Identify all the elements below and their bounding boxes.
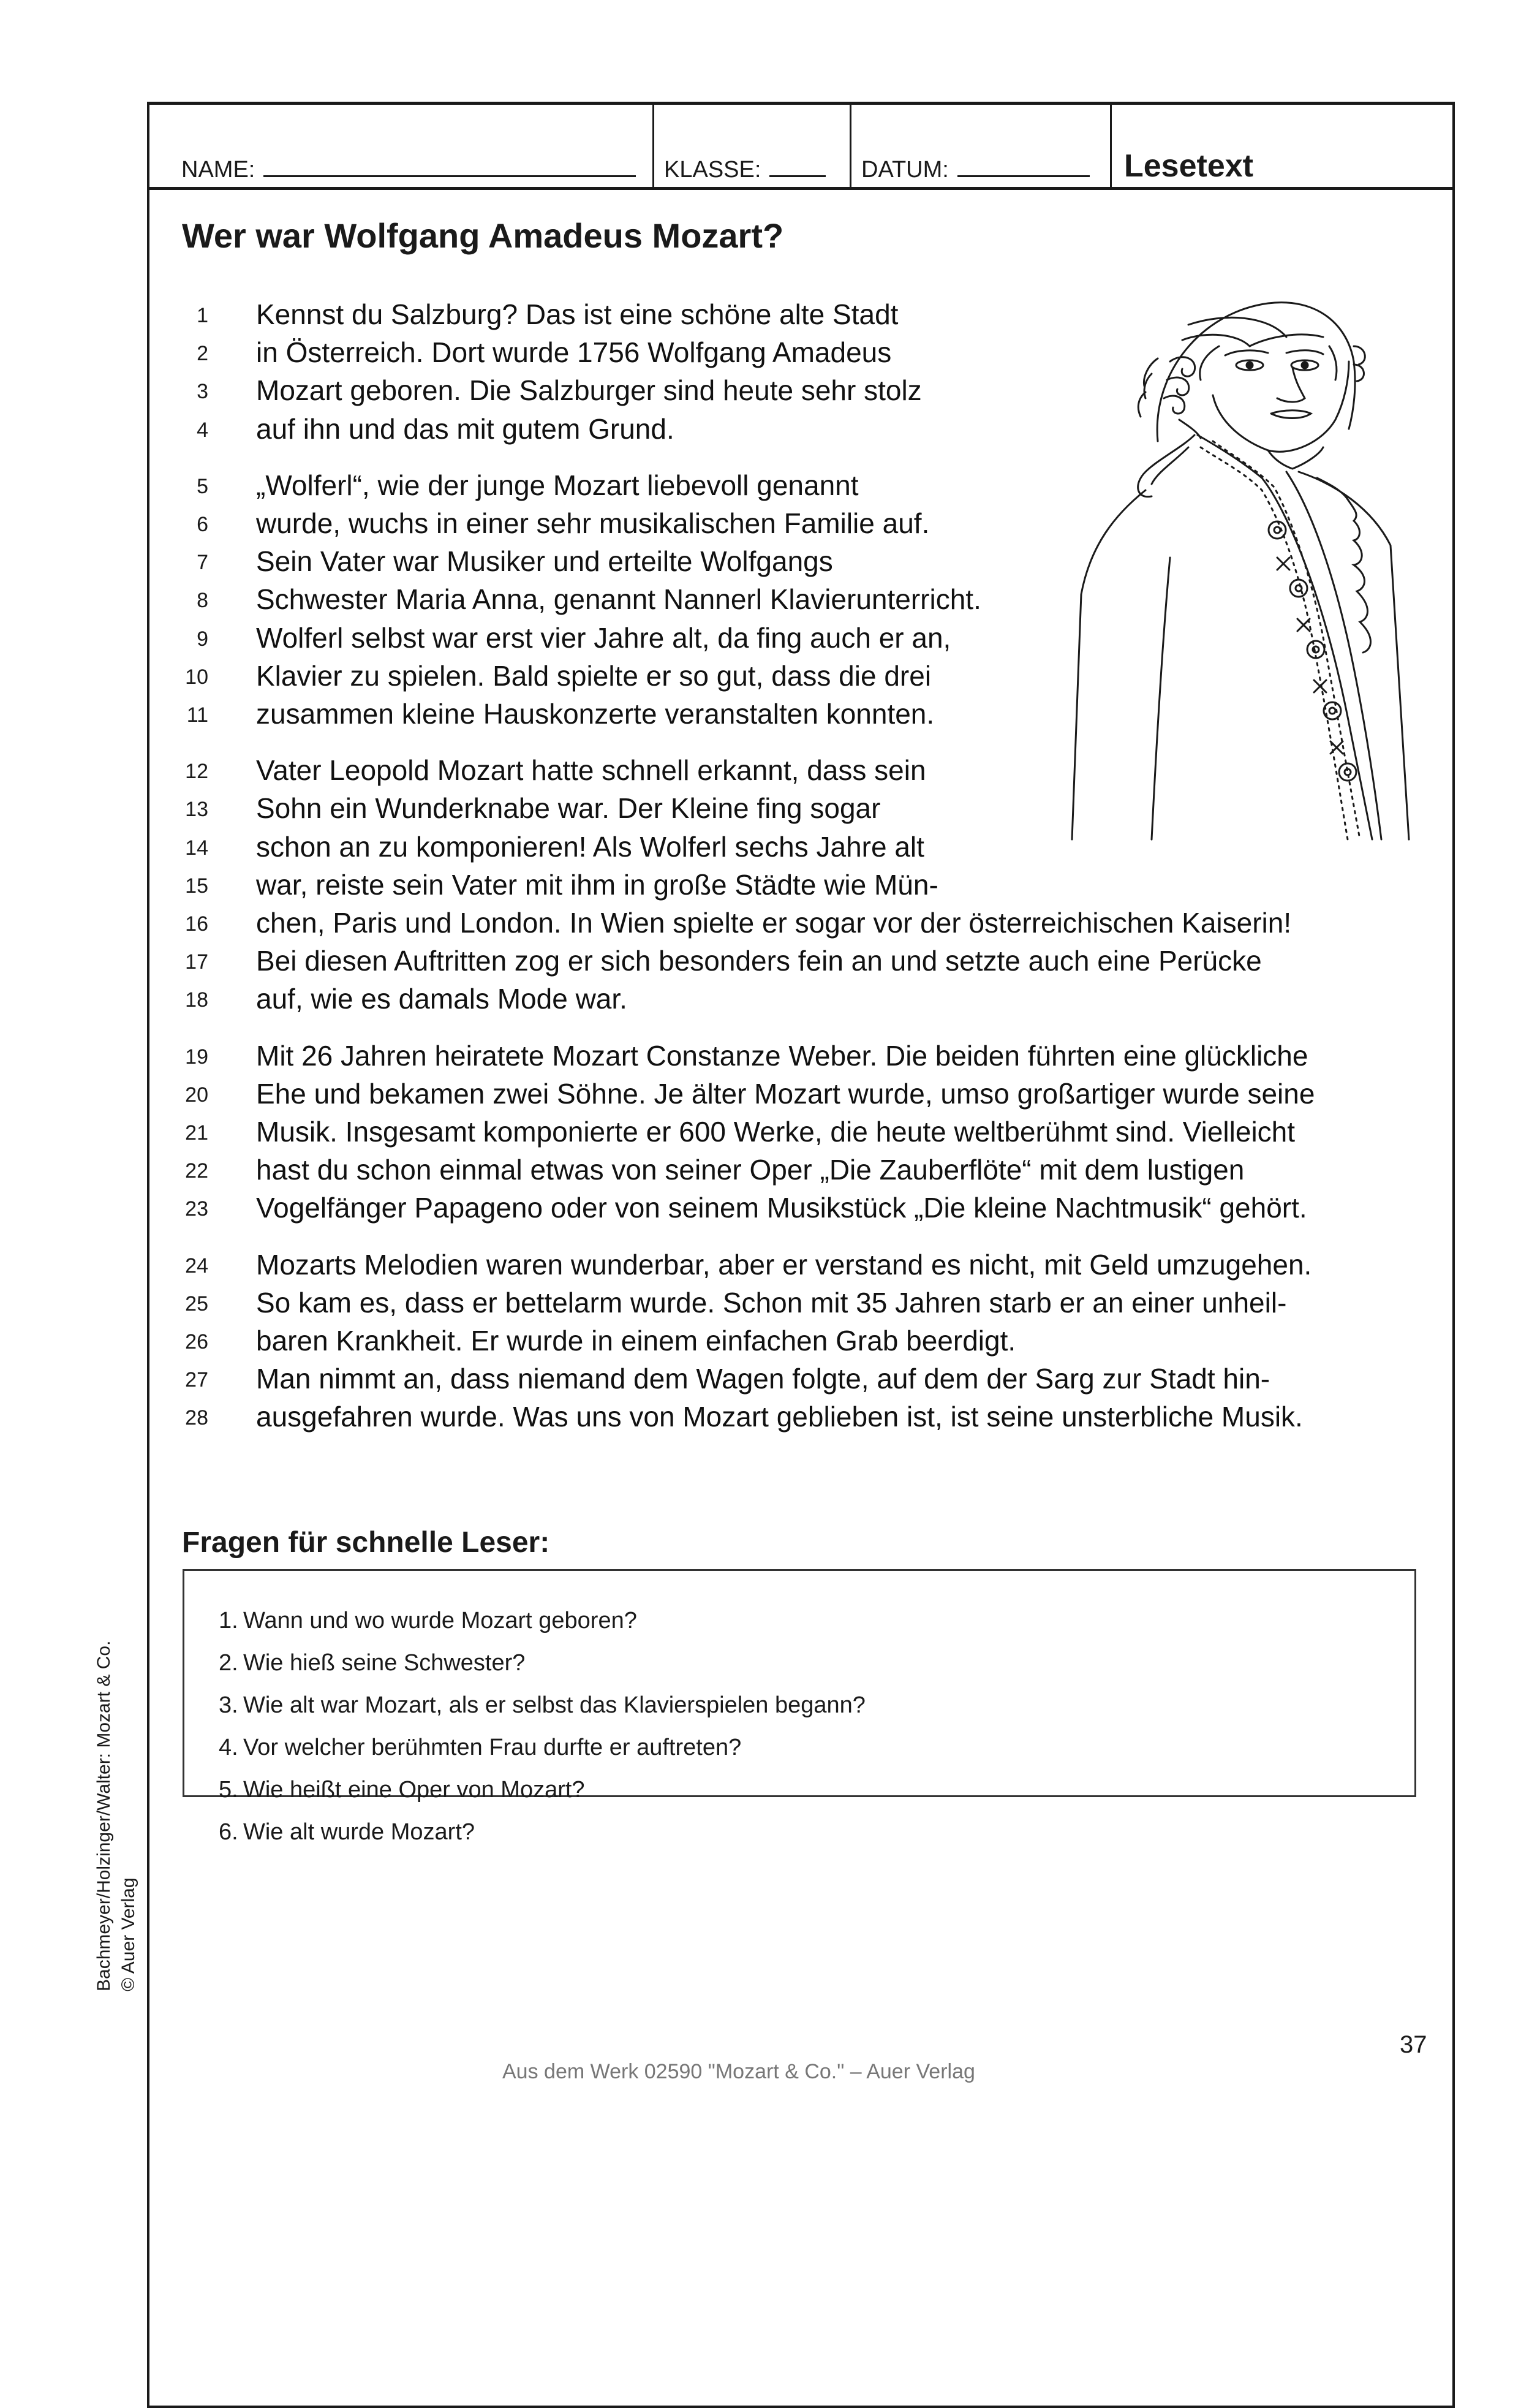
side-credit-authors: Bachmeyer/Holzinger/Walter: Mozart & Co. bbox=[94, 1640, 114, 1991]
question-item bbox=[219, 1819, 475, 1846]
line-text: Sohn ein Wunderknabe war. Der Kleine fing sogar bbox=[256, 792, 881, 825]
line-text: Wolferl selbst war erst vier Jahre alt, da fing auch er an, bbox=[256, 621, 951, 654]
question-text: Wie alt war Mozart, als er selbst das Klavierspielen begann? bbox=[243, 1692, 866, 1718]
line-text: Mozart geboren. Die Salzburger sind heute sehr stolz bbox=[256, 374, 922, 407]
question-item bbox=[219, 1608, 637, 1634]
line-number: 11 bbox=[186, 703, 208, 727]
line-text: baren Krankheit. Er wurde in einem einfachen Grab beerdigt. bbox=[256, 1325, 1016, 1357]
question-text: Wie heißt eine Oper von Mozart? bbox=[243, 1777, 585, 1803]
question-number: 4. bbox=[219, 1735, 238, 1760]
line-text: Vogelfänger Papageno oder von seinem Musikstück „Die kleine Nachtmusik“ gehört. bbox=[256, 1192, 1307, 1224]
side-credit-publisher: © Auer Verlag bbox=[118, 1877, 138, 1991]
line-number: 12 bbox=[185, 760, 208, 784]
line-text: zusammen kleine Hauskonzerte veranstalten konnten. bbox=[256, 698, 935, 730]
header-row bbox=[147, 103, 1455, 190]
line-text: Mozarts Melodien waren wunderbar, aber er verstand es nicht, mit Geld umzugehen. bbox=[256, 1248, 1312, 1281]
line-number: 20 bbox=[185, 1083, 208, 1107]
line-text: Ehe und bekamen zwei Söhne. Je älter Mozart wurde, umso großartiger wurde seine bbox=[256, 1077, 1315, 1110]
questions-box bbox=[183, 1569, 1416, 1845]
name-label: NAME: bbox=[181, 157, 255, 183]
line-number: 7 bbox=[197, 551, 208, 575]
line-number: 1 bbox=[197, 304, 208, 327]
date-input-line[interactable] bbox=[957, 175, 1090, 177]
question-number: 6. bbox=[219, 1819, 238, 1845]
question-number: 2. bbox=[219, 1650, 238, 1676]
question-item bbox=[219, 1650, 525, 1676]
question-text: Wie alt wurde Mozart? bbox=[243, 1819, 475, 1845]
line-number: 14 bbox=[185, 836, 208, 860]
line-number: 21 bbox=[185, 1121, 208, 1145]
line-text: war, reiste sein Vater mit ihm in große Städte wie Mün- bbox=[256, 868, 938, 901]
line-text: Man nimmt an, dass niemand dem Wagen folgte, auf dem der Sarg zur Stadt hin- bbox=[256, 1363, 1270, 1395]
line-text: auf, wie es damals Mode war. bbox=[256, 983, 627, 1015]
line-text: in Österreich. Dort wurde 1756 Wolfgang Amadeus bbox=[256, 336, 892, 369]
line-text: Musik. Insgesamt komponierte er 600 Werke, die heute weltberühmt sind. Vielleicht bbox=[256, 1116, 1296, 1148]
line-number: 10 bbox=[185, 665, 208, 689]
line-text: Klavier zu spielen. Bald spielte er so gut, dass die drei bbox=[256, 659, 932, 692]
line-text: So kam es, dass er bettelarm wurde. Schon mit 35 Jahren starb er an einer unheil- bbox=[256, 1286, 1287, 1319]
line-text: Vater Leopold Mozart hatte schnell erkannt, dass sein bbox=[256, 754, 926, 787]
line-number: 24 bbox=[185, 1254, 208, 1278]
line-number: 18 bbox=[185, 988, 208, 1012]
line-number: 13 bbox=[185, 798, 208, 822]
date-label: DATUM: bbox=[861, 157, 949, 183]
line-text: Mit 26 Jahren heiratete Mozart Constanze Weber. Die beiden führten eine glückliche bbox=[256, 1039, 1308, 1072]
page-title: Wer war Wolfgang Amadeus Mozart? bbox=[182, 216, 784, 255]
question-text: Wie hieß seine Schwester? bbox=[243, 1650, 526, 1676]
line-number: 5 bbox=[197, 474, 208, 498]
question-text: Vor welcher berühmten Frau durfte er auftreten? bbox=[243, 1735, 742, 1760]
line-number: 8 bbox=[197, 589, 208, 613]
line-number: 26 bbox=[185, 1330, 208, 1354]
line-number: 27 bbox=[185, 1368, 208, 1392]
line-text: wurde, wuchs in einer sehr musikalischen Familie auf. bbox=[256, 507, 930, 539]
line-number: 9 bbox=[197, 627, 208, 651]
questions-heading: Fragen für schnelle Leser: bbox=[182, 1526, 550, 1559]
question-number: 5. bbox=[219, 1777, 238, 1803]
line-text: Sein Vater war Musiker und erteilte Wolfgangs bbox=[256, 545, 833, 578]
line-number: 3 bbox=[197, 380, 208, 404]
question-text: Wann und wo wurde Mozart geboren? bbox=[243, 1608, 637, 1634]
footer-source: Aus dem Werk 02590 "Mozart & Co." – Auer Verlag bbox=[502, 2060, 975, 2083]
page-number: 37 bbox=[1400, 2031, 1427, 2058]
line-text: Schwester Maria Anna, genannt Nannerl Klavierunterricht. bbox=[256, 583, 981, 616]
class-label: KLASSE: bbox=[664, 157, 761, 183]
line-text: Kennst du Salzburg? Das ist eine schöne alte Stadt bbox=[256, 298, 899, 330]
question-number: 1. bbox=[219, 1608, 238, 1634]
mozart-portrait-illustration bbox=[1066, 288, 1433, 876]
line-number: 16 bbox=[185, 912, 208, 936]
line-text: ausgefahren wurde. Was uns von Mozart geblieben ist, ist seine unsterbliche Musik. bbox=[256, 1401, 1303, 1433]
line-number: 22 bbox=[185, 1159, 208, 1183]
name-input-line[interactable] bbox=[263, 175, 636, 177]
line-number: 15 bbox=[185, 874, 208, 898]
line-number: 6 bbox=[197, 513, 208, 536]
line-text: Bei diesen Auftritten zog er sich besonders fein an und setzte auch eine Perücke bbox=[256, 945, 1262, 977]
line-text: auf ihn und das mit gutem Grund. bbox=[256, 412, 674, 445]
line-number: 2 bbox=[197, 342, 208, 366]
class-input-line[interactable] bbox=[769, 175, 826, 177]
line-number: 28 bbox=[185, 1406, 208, 1430]
line-number: 4 bbox=[197, 418, 208, 442]
class-cell bbox=[654, 103, 851, 187]
line-text: hast du schon einmal etwas von seiner Oper „Die Zauberflöte“ mit dem lustigen bbox=[256, 1154, 1245, 1186]
type-cell bbox=[1112, 103, 1455, 187]
line-text: schon an zu komponieren! Als Wolferl sechs Jahre alt bbox=[256, 830, 924, 863]
date-cell bbox=[851, 103, 1112, 187]
question-item bbox=[219, 1777, 585, 1803]
line-number: 17 bbox=[185, 950, 208, 974]
line-text: „Wolferl“, wie der junge Mozart liebevoll genannt bbox=[256, 469, 859, 501]
question-item bbox=[219, 1735, 741, 1761]
line-number: 25 bbox=[185, 1292, 208, 1316]
question-number: 3. bbox=[219, 1692, 238, 1718]
line-number: 23 bbox=[185, 1197, 208, 1221]
side-credit bbox=[92, 1641, 141, 1991]
line-text: chen, Paris und London. In Wien spielte er sogar vor der österreichischen Kaiserin! bbox=[256, 907, 1292, 939]
line-number: 19 bbox=[185, 1045, 208, 1069]
worksheet-type-label: Lesetext bbox=[1124, 148, 1253, 184]
question-item bbox=[219, 1692, 866, 1719]
name-cell bbox=[147, 103, 654, 187]
